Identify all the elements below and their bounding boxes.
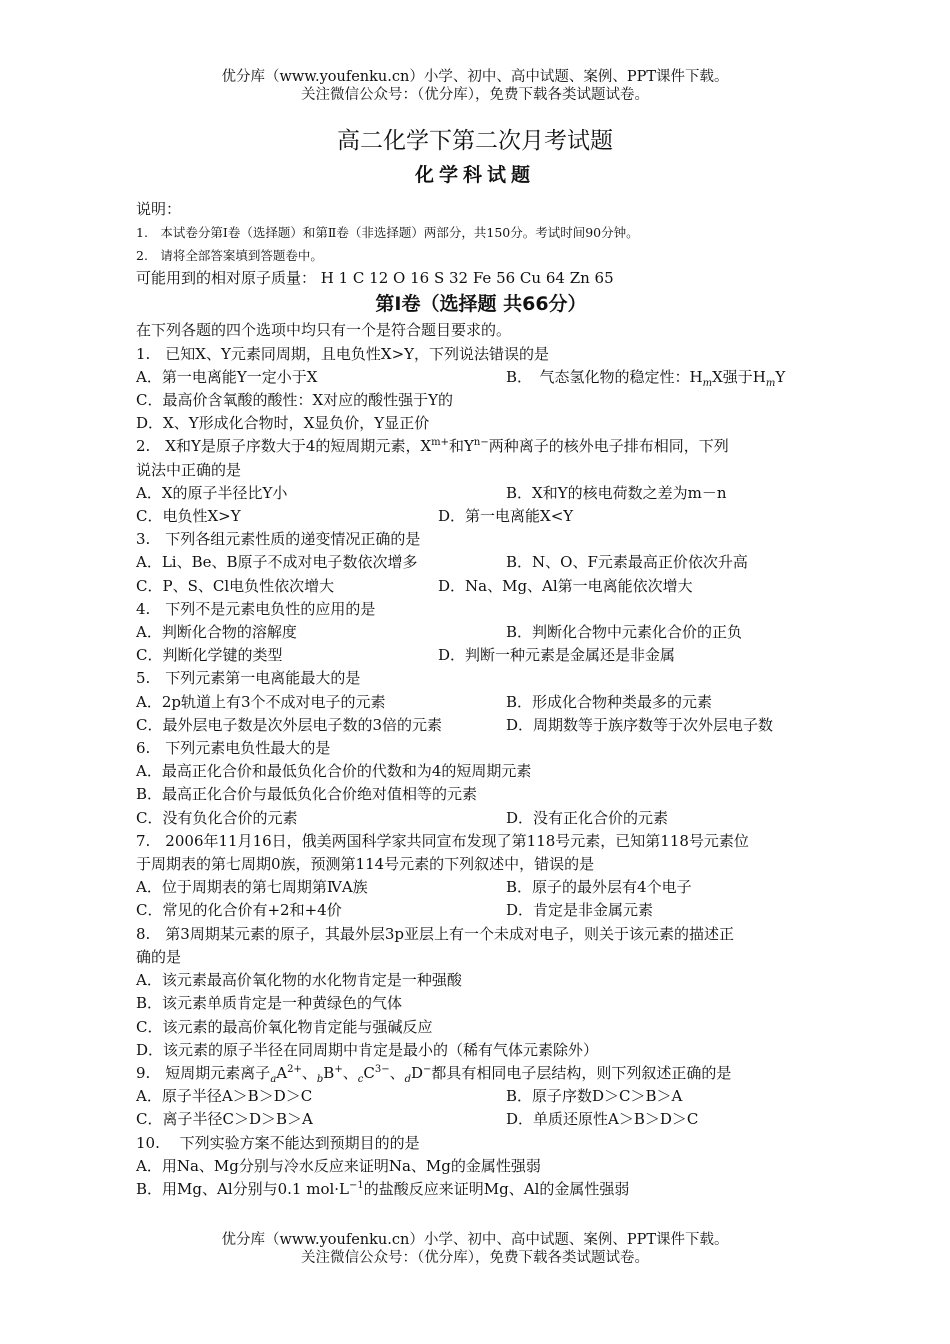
question-3-options-cd [136,575,826,598]
q5-option-d: D．周期数等于族序数等于次外层电子数 [506,715,774,734]
q1-option-c: C．最高价含氧酸的酸性：X对应的酸性强于Y的 [136,391,454,410]
note-item-1: 1. 本试卷分第Ⅰ卷（选择题）和第Ⅱ卷（非选择题）两部分，共150分。考试时间90分钟。 [136,225,639,241]
question-9-options-ab [136,1085,826,1108]
footer-line-2: 关注微信公众号：（优分库），免费下载各类试题试卷。 [301,1250,649,1266]
q4-option-d: D．判断一种元素是金属还是非金属 [438,646,676,665]
question-7-options-cd [136,899,826,922]
q10-option-b: B．用Mg、Al分别与0.1 $mol\cdot L^{-1}$的盐酸反应来证明Mg、Al的金属性强弱 [136,1179,630,1198]
q2-option-a: A．X的原子半径比Y小 [136,483,288,502]
q5-option-c: C．最外层电子数是次外层电子数的3倍的元素 [136,715,443,734]
q7-option-a: A．位于周期表的第七周期第ⅣA族 [136,878,368,897]
notes-label: 说明： [136,200,182,218]
q6-option-d: D．没有正化合价的元素 [506,808,669,827]
footer-line-1: 优分库（www.youfenku.cn）小学、初中、高中试题、案例、PPT课件下载。 [221,1232,729,1248]
header-line-2: 关注微信公众号：（优分库），免费下载各类试题试卷。 [301,87,649,103]
q10-option-a: A．用Na、Mg分别与冷水反应来证明Na、Mg的金属性强弱 [136,1156,541,1175]
question-1-stem: 1. 已知X、Y元素同周期，且电负性X>Y，下列说法错误的是 [136,344,550,363]
q1-option-d: D．X、Y形成化合物时，X显负价，Y显正价 [136,414,430,433]
q5-option-a: A．2p轨道上有3个不成对电子的元素 [136,692,386,711]
question-4-options-cd [136,644,826,667]
question-8-stem-cont: 确的是 [136,947,182,966]
q2-option-b: B．X和Y的核电荷数之差为m－n [506,483,727,502]
question-3-stem: 3. 下列各组元素性质的递变情况正确的是 [136,530,421,549]
question-2-stem: 2. X和Y是原子序数大于4的短周期元素，$X^{m+}$和$Y^{n-}$两种离子的核外电子排布相同，下列 [136,437,729,456]
q6-option-b: B．最高正化合价与最低负化合价绝对值相等的元素 [136,785,478,804]
question-5-options-ab [136,691,826,714]
question-5-options-cd [136,714,826,737]
q4-option-c: C．判断化学键的类型 [136,646,283,665]
question-10-stem: 10. 下列实验方案不能达到预期目的的是 [136,1133,420,1152]
q7-option-d: D．肯定是非金属元素 [506,901,654,920]
q3-option-c: C．P、S、Cl电负性依次增大 [136,576,335,595]
q9-option-d: D．单质还原性A＞B＞D＞C [506,1110,699,1129]
q6-option-a: A．最高正化合价和最低负化合价的代数和为4的短周期元素 [136,762,532,781]
question-5-stem: 5. 下列元素第一电离能最大的是 [136,669,361,688]
exam-body [136,198,826,1201]
question-8-stem: 8. 第3周期某元素的原子，其最外层3p亚层上有一个未成对电子，则关于该元素的描述正 [136,924,735,943]
question-3-options-ab [136,551,826,574]
q9-option-a: A．原子半径A＞B＞D＞C [136,1087,313,1106]
q1-option-a: A．第一电离能Y一定小于X [136,367,318,386]
question-6-options-cd [136,807,826,830]
question-7-stem: 7. 2006年11月16日，俄美两国科学家共同宣布发现了第118号元素，已知第118号元素位 [136,831,749,850]
q6-option-c: C．没有负化合价的元素 [136,808,298,827]
q5-option-b: B．形成化合物种类最多的元素 [506,692,713,711]
q9-option-c: C．离子半径C＞D＞B＞A [136,1110,313,1129]
q8-option-b: B．该元素单质肯定是一种黄绿色的气体 [136,994,403,1013]
question-4-stem: 4. 下列不是元素电负性的应用的是 [136,599,376,618]
question-2-options-ab [136,482,826,505]
atomic-masses: 可能用到的相对原子质量： H 1 C 12 O 16 S 32 Fe 56 Cu 64 Zn 65 [136,269,614,288]
page-footer [0,1231,950,1267]
q3-option-b: B．N、O、F元素最高正价依次升高 [506,553,748,572]
q3-option-d: D．Na、Mg、Al第一电离能依次增大 [438,576,693,595]
question-2-stem-cont: 说法中正确的是 [136,460,242,479]
section-title: 第Ⅰ卷（选择题 共66分） [375,293,587,316]
header-line-1: 优分库（www.youfenku.cn）小学、初中、高中试题、案例、PPT课件下载。 [221,69,729,85]
q4-option-b: B．判断化合物中元素化合价的正负 [506,623,743,642]
question-9-options-cd [136,1108,826,1131]
note-item-2: 2. 请将全部答案填到答题卷中。 [136,248,323,264]
q8-option-d: D．该元素的原子半径在同周期中肯定是最小的（稀有气体元素除外） [136,1040,599,1059]
question-9-stem: 9. 短周期元素离子$_aA^{2+}$、$_b$B+、$_cC^{3-}$、$_d$D−都具有相同电子层结构，则下列叙述正确的是 [136,1063,732,1085]
q7-option-b: B．原子的最外层有4个电子 [506,878,692,897]
q2-option-c: C．电负性X>Y [136,507,241,526]
q8-option-a: A．该元素最高价氧化物的水化物肯定是一种强酸 [136,971,462,990]
question-2-options-cd [136,505,826,528]
q4-option-a: A．判断化合物的溶解度 [136,623,297,642]
exam-subtitle: 化学科试题 [414,164,535,186]
question-7-options-ab [136,876,826,899]
q9-option-b: B．原子序数D＞C＞B＞A [506,1087,683,1106]
q7-option-c: C．常见的化合价有+2和+4价 [136,901,342,920]
question-7-stem-cont: 于周期表的第七周期0族，预测第114号元素的下列叙述中，错误的是 [136,855,595,874]
q2-option-d: D．第一电离能X<Y [438,507,574,526]
q1-option-b: B． 气态氢化物的稳定性：$H_mX$强于$H_mY$ [506,367,786,389]
question-6-stem: 6. 下列元素电负性最大的是 [136,739,331,758]
question-1-options-ab [136,366,826,389]
section-instruction: 在下列各题的四个选项中均只有一个是符合题目要求的。 [136,321,512,340]
exam-title: 高二化学下第二次月考试题 [337,128,613,154]
q3-option-a: A．Li、Be、B原子不成对电子数依次增多 [136,553,418,572]
page-header [0,68,950,104]
question-4-options-ab [136,621,826,644]
q8-option-c: C．该元素的最高价氧化物肯定能与强碱反应 [136,1017,433,1036]
